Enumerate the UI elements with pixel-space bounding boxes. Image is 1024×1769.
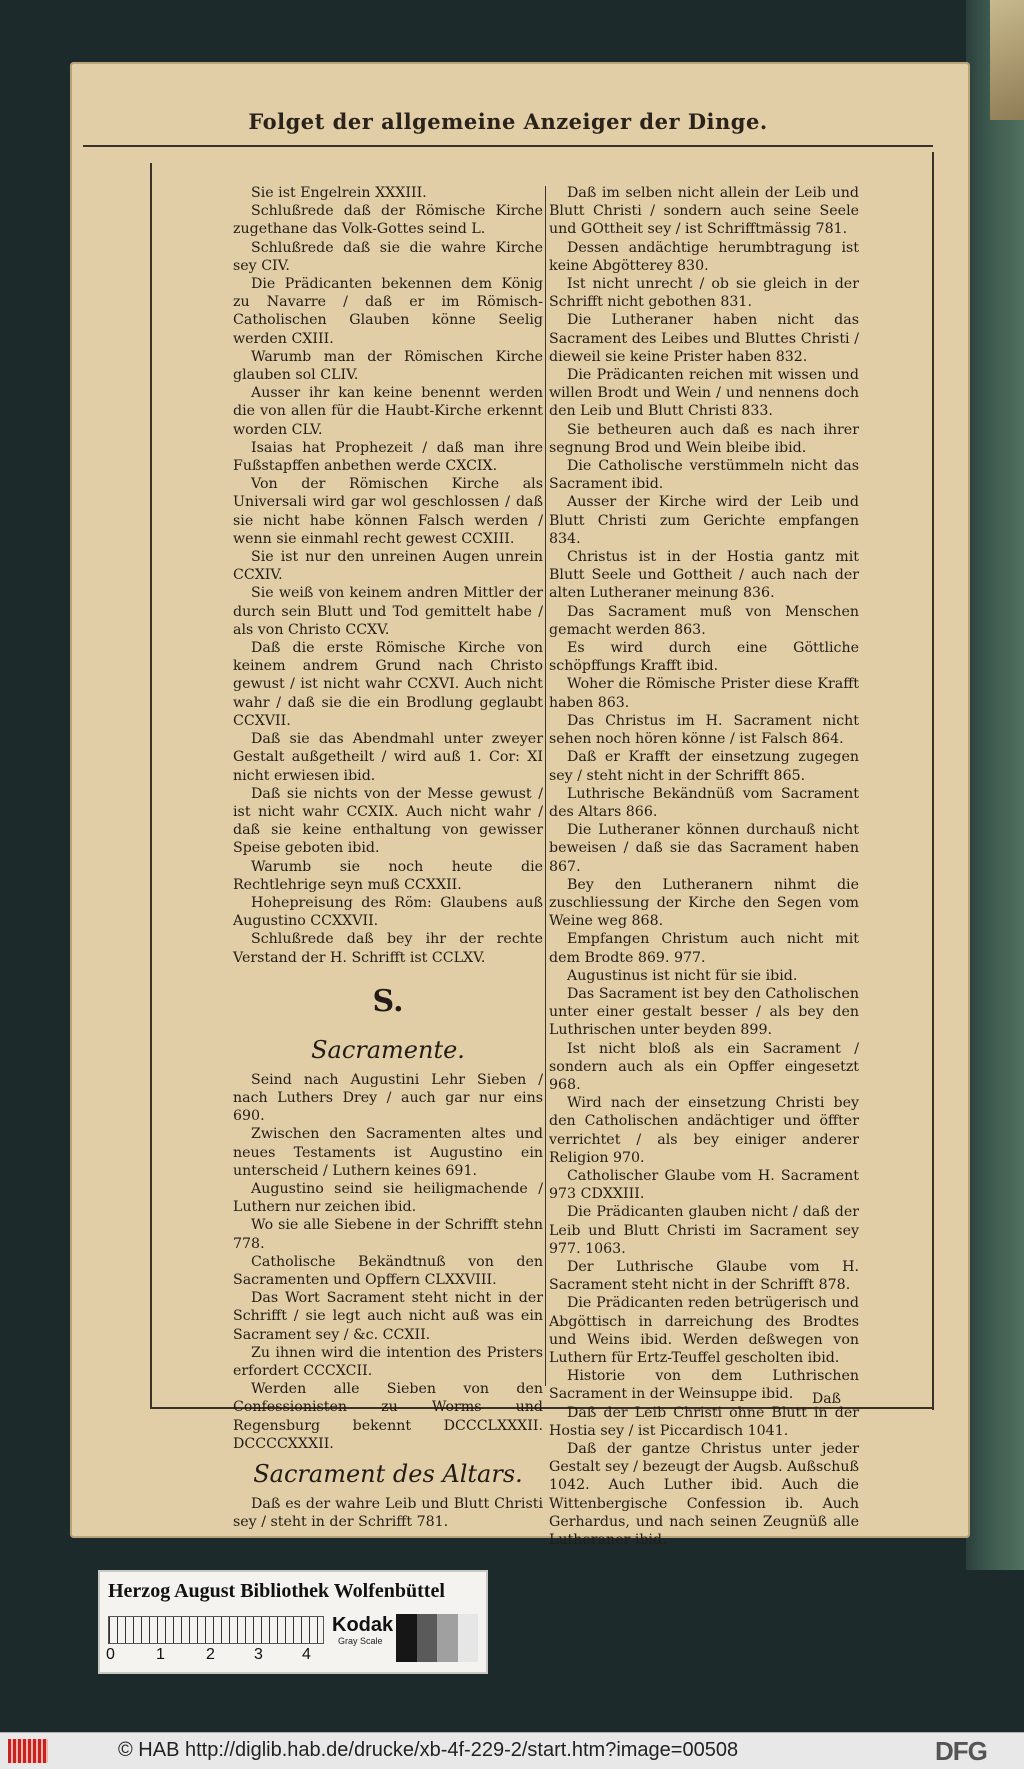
library-name: Herzog August Bibliothek Wolfenbüttel [108,1580,445,1602]
index-entry: Die Catholische verstümmeln nicht das Sacrament ibid. [549,458,859,493]
index-entry: Bey den Lutheranern nihmt die zuschliessung der Kirche den Segen vom Weine weg 868. [549,876,859,930]
index-entry: Die Lutheraner haben nicht das Sacrament des Leibes und Bluttes Christi / dieweil sie keine Prister haben 832. [549,312,859,365]
index-entry: Woher die Römische Prister diese Krafft haben 863. [549,676,859,711]
index-entry: Seind nach Augustini Lehr Sieben / nach Luthers Drey / auch gar nur eins 690. [233,1071,543,1125]
ruler-number: 2 [206,1646,215,1663]
index-entry: Ausser der Kirche wird der Leib und Blutt Christi zum Gerichte empfangen 834. [549,494,859,547]
index-entry: Luthrische Bekändnüß vom Sacrament des Altars 866. [549,785,859,820]
index-entry: Warumb man der Römischen Kirche glauben sol CLIV. [233,348,543,384]
section-heading-sacrament-des-altars: Sacrament des Altars. [253,1460,523,1488]
index-entry: Warumb sie noch heute die Rechtlehrige seyn muß CCXXII. [233,858,543,893]
frame-rule-left [150,163,156,1407]
index-entry: Daß die erste Römische Kirche von keinem andrem Grund nach Christo gewust / ist nicht wahr CCXVI. Auch nicht wahr / daß sie die ein Brodlung geglaubt CCXVII. [233,640,543,729]
column-divider [545,186,546,1386]
index-entry: Das Christus im H. Sacrament nicht sehen noch hören könne / ist Falsch 864. [549,712,859,748]
kodak-brand: Kodak [332,1614,394,1636]
index-entry: Augustino seind sie heiligmachende / Luthern nur zeichen ibid. [233,1180,543,1216]
index-entry: Die Prädicanten bekennen dem König zu Navarre / daß er im Römisch-Catholischen Glauben könne Seelig werden CXIII. [233,276,543,347]
index-entry: Das Sacrament ist bey den Catholischen unter einer gestalt besser / als bey den Luthrischen unter beyden 899. [549,985,859,1039]
index-entry: Sie ist nur den unreinen Augen unrein CCXIV. [233,549,543,584]
footer-bar [0,1732,1024,1769]
index-entry: Die Lutheraner können durchauß nicht beweisen / daß sie das Sacrament haben 867. [549,822,859,875]
ruler-number: 4 [302,1646,311,1663]
page-header [83,95,933,147]
index-entry: Von der Römischen Kirche als Universali wird gar wol geschlossen / daß sie nicht habe können Falsch werden / wenn sie einmahl recht gewest CCXIII. [233,476,543,547]
index-entry: Ausser ihr kan keine benennt werden die von allen für die Haubt-Kirche erkennt worden CLV. [233,385,543,438]
copyright-url[interactable]: © HAB http://diglib.hab.de/drucke/xb-4f-229-2/start.htm?image=00508 [118,1739,739,1761]
index-entry: Zwischen den Sacramenten altes und neues Testaments ist Augustino ein unterscheid / Luthern keines 691. [233,1126,543,1179]
index-entry: Wird nach der einsetzung Christi bey den Catholischen andächtiger und öffter verrichtet / als bey einiger anderer Religion 970. [549,1095,859,1166]
index-entry: Catholische Bekändtnuß von den Sacramenten und Opffern CLXXVIII. [233,1253,543,1288]
index-entry: Ist nicht unrecht / ob sie gleich in der Schrifft nicht gebothen 831. [549,276,859,311]
frame-rule-right [932,152,934,1410]
index-entry: Daß im selben nicht allein der Leib und Blutt Christi / sondern auch seine Seele und GOttheit sey / ist Schrifftmässig 781. [549,185,859,238]
index-entry: Sie weiß von keinem andren Mittler der durch sein Blutt und Tod gemittelt habe / als von Christo CCXV. [233,585,543,638]
index-entry: Sie ist Engelrein XXXIII. [251,185,427,201]
index-entry: Ist nicht bloß als ein Sacrament / sondern auch als ein Opffer eingesetzt 968. [549,1040,859,1093]
gray-scale-label: Gray Scale [338,1636,383,1646]
index-entry: Wo sie alle Siebene in der Schrifft stehn 778. [233,1217,543,1252]
index-entry: Daß sie nichts von der Messe gewust / ist nicht wahr CCXIX. Auch nicht wahr / daß sie keine enthaltung von gewisser Speise geboten ibid. [233,785,543,857]
kodak-label [332,1614,393,1646]
index-entry: Hohepreisung des Röm: Glaubens auß Augustino CCXXVII. [233,894,543,930]
section-letter: S. [372,983,404,1019]
index-entry: Der Luthrische Glaube vom H. Sacrament steht nicht in der Schrifft 878. [549,1258,859,1294]
gray-patch [396,1614,417,1662]
section-heading-sacramente: Sacramente. [311,1035,465,1064]
gray-patch [437,1614,458,1662]
index-entry: Daß er Krafft der einsetzung zugegen sey / steht nicht in der Schrifft 865. [549,749,859,784]
index-entry: Christus ist in der Hostia gantz mit Blutt Seele und Gottheit / auch nach der alten Lutheraner meinung 836. [549,549,859,602]
index-entry: Werden alle Sieben von den Confessionisten zu Worms und Regensburg bekennt DCCCLXXXII. DCCCCXXXII. [233,1381,543,1452]
index-entry: Daß sie das Abendmahl unter zweyer Gestalt außgetheilt / wird auß 1. Cor: XI nicht erwiesen ibid. [233,731,543,784]
index-entry: Das Wort Sacrament steht nicht in der Schrifft / sie legt auch nicht auß was ein Sacrament sey / &c. CCXII. [233,1290,543,1343]
color-calibration-card [98,1570,488,1674]
index-entry: Augustinus ist nicht für sie ibid. [567,967,798,984]
index-entry: Schlußrede daß der Römische Kirche zugethane das Volk-Gottes seind L. [233,203,543,238]
index-entry: Die Prädicanten glauben nicht / daß der Leib und Blutt Christi im Sacrament sey 977. 1063. [549,1204,859,1257]
index-entry: Es wird durch eine Göttliche schöpffungs Krafft ibid. [549,640,859,675]
index-entry: Daß der gantze Christus unter jeder Gestalt sey / bezeugt der Augsb. Außschuß 1042. Auch Luther ibid. Auch die Wittenbergische Confession ib. Auch Gerhardus, und nach seinen Zeugnüß alle Lutheraner ibid. [549,1441,859,1549]
index-entry: Die Prädicanten reichen mit wissen und willen Brodt und Wein / und nennens doch den Leib und Blutt Christi 833. [549,367,859,420]
scanner-background [966,0,1024,1570]
hab-logo-icon [8,1739,48,1763]
index-entry: Daß der Leib Christi ohne Blutt in der Hostia sey / ist Piccardisch 1041. [549,1404,859,1439]
ruler-number: 1 [156,1646,165,1663]
dfg-logo: DFG [935,1736,987,1766]
ruler-number: 0 [106,1646,115,1663]
index-entry: Das Sacrament muß von Menschen gemacht werden 863. [549,603,859,638]
index-entry: Schlußrede daß sie die wahre Kirche sey CIV. [233,239,543,274]
next-page-edge [990,0,1024,120]
index-entry: Catholischer Glaube vom H. Sacrament 973 CDXXIII. [549,1167,859,1203]
running-title: Folget der allgemeine Anzeiger der Dinge. [248,109,768,134]
index-entry: Schlußrede daß bey ihr der rechte Verstand der H. Schrifft ist CCLXV. [233,931,543,966]
index-entry: Zu ihnen wird die intention des Pristers erfordert CCCXCII. [233,1344,543,1379]
index-entry: Sie betheuren auch daß es nach ihrer segnung Brod und Wein bleibe ibid. [549,421,859,456]
index-entry: Isaias hat Prophezeit / daß man ihre Fußstapffen anbethen werde CXCIX. [233,439,543,475]
index-entry: Historie von dem Luthrischen Sacrament in der Weinsuppe ibid. [549,1368,859,1403]
gray-patch [458,1614,479,1662]
right-column [549,184,859,1549]
index-entry: Dessen andächtige herumbtragung ist keine Abgötterey 830. [549,239,859,274]
gray-patches [396,1614,478,1662]
catchword: Daß [812,1391,841,1407]
index-entry: Empfangen Christum auch nicht mit dem Brodte 869. 977. [549,931,859,966]
left-column [233,184,543,1531]
gray-patch [417,1614,438,1662]
index-entry: Daß es der wahre Leib und Blutt Christi sey / steht in der Schrifft 781. [233,1496,543,1531]
index-entry: Die Prädicanten reden betrügerisch und Abgöttisch in darreichung des Brodtes und Weins ibid. Werden deßwegen von Luthern für Ertz-Teuffel gescholten ibid. [549,1295,859,1366]
scale-ruler [108,1616,324,1644]
ruler-number: 3 [254,1646,263,1663]
